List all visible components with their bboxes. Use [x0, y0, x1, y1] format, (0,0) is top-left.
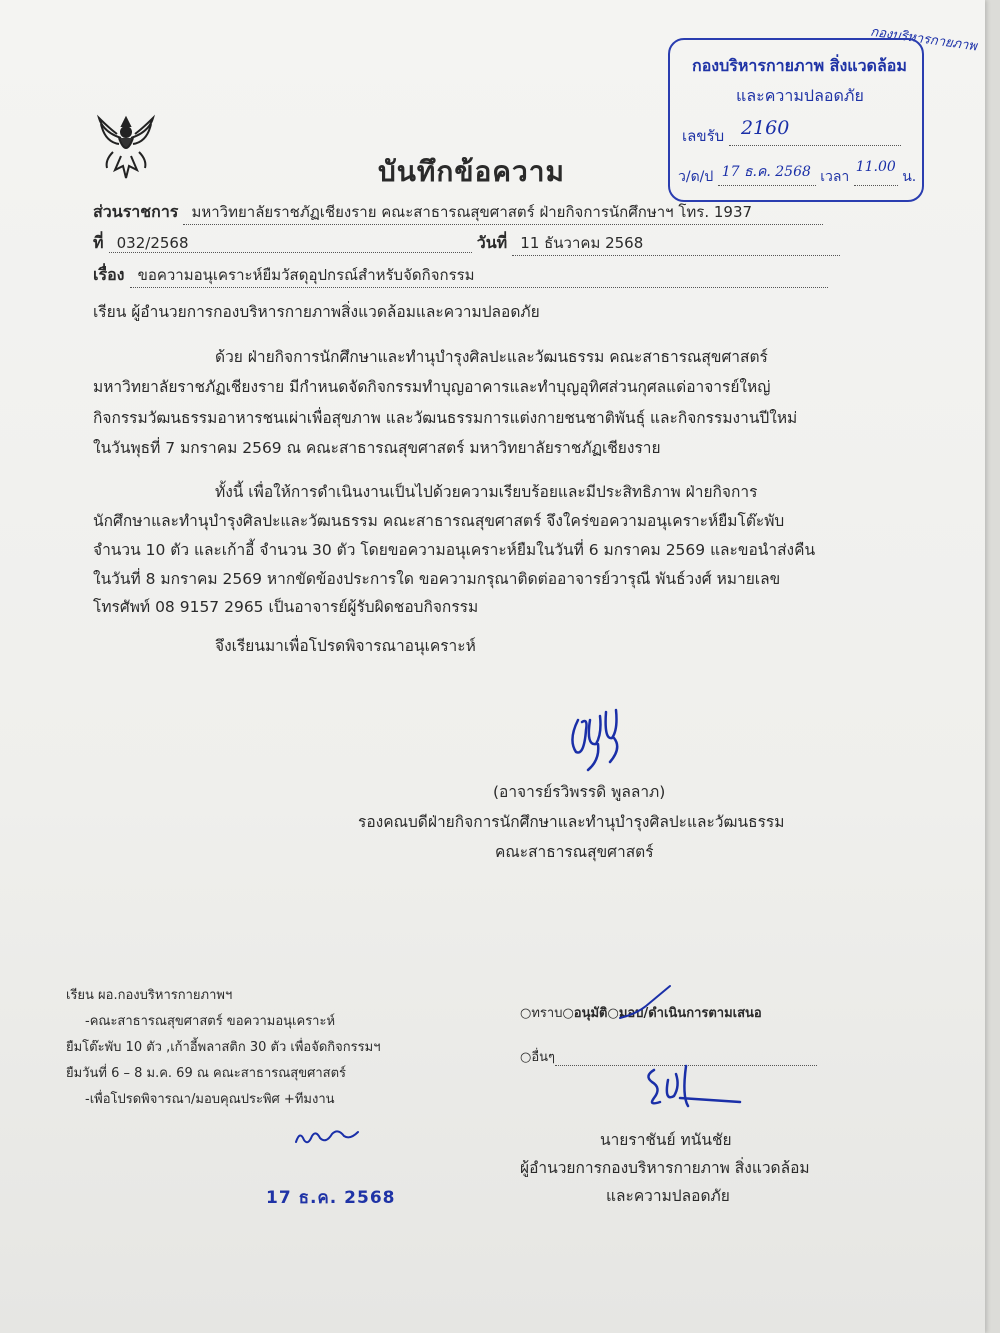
- option-other: อื่นๆ: [531, 1050, 556, 1065]
- subject-label: เรื่อง: [93, 265, 125, 284]
- corner-handwritten-note: กองบริหารกายภาพ: [869, 24, 978, 55]
- subject-value: ขอความอนุเคราะห์ยืมวัสดุอุปกรณ์สำหรับจัดกิจกรรม: [130, 263, 828, 288]
- option-assign: มอบ/ดำเนินการตามเสนอ: [618, 1006, 762, 1021]
- stamp-date-row: [678, 159, 917, 188]
- director-signature-icon: [640, 1062, 750, 1122]
- date-value: 11 ธันวาคม 2568: [512, 231, 840, 256]
- stamp-time-label: เวลา: [820, 169, 850, 185]
- note-initials-icon: [292, 1122, 362, 1150]
- number-label: ที่: [93, 233, 104, 252]
- paragraph2-line: นักศึกษาและทำนุบำรุงศิลปะและวัฒนธรรม คณะสาธารณสุขศาสตร์ จึงใคร่ขอความอนุเคราะห์ยืมโต๊ะพับ: [93, 512, 785, 530]
- stamp-receive-no: 2160: [740, 117, 790, 139]
- option-approve: อนุมัติ: [573, 1006, 608, 1021]
- paragraph2-line: จำนวน 10 ตัว และเก้าอี้ จำนวน 30 ตัว โดยขอความอนุเคราะห์ยืมในวันที่ 6 มกราคม 2569 และขอนำส่งคืน: [93, 541, 816, 559]
- paragraph1-line: มหาวิทยาลัยราชภัฏเชียงราย มีกำหนดจัดกิจกรรมทำบุญอาคารและทำบุญอุทิศส่วนกุศลแด่อาจารย์ใหญ่: [93, 378, 771, 396]
- stamp-line1: กองบริหารกายภาพ สิ่งแวดล้อม: [692, 56, 907, 75]
- subject-row: [93, 263, 828, 288]
- director-position-2: และความปลอดภัย: [606, 1187, 730, 1205]
- dept-value: มหาวิทยาลัยราชภัฏเชียงราย คณะสาธารณสุขศาสตร์ ฝ่ายกิจการนักศึกษาฯ โทร. 1937: [183, 200, 823, 225]
- paragraph1-line: กิจกรรมวัฒนธรรมอาหารชนเผ่าเพื่อสุขภาพ และวัฒนธรรมการแต่งกายชนชาติพันธุ์ และกิจกรรมงานปีใหม่: [93, 409, 798, 427]
- paragraph2-line: โทรศัพท์ 08 9157 2965 เป็นอาจารย์ผู้รับผิดชอบกิจกรรม: [93, 598, 479, 616]
- garuda-emblem-icon: [95, 112, 157, 182]
- signer-faculty: คณะสาธารณสุขศาสตร์: [495, 843, 654, 861]
- approve-checkmark-icon: [616, 984, 674, 1024]
- signer-name: (อาจารย์รวิพรรดิ พูลลาภ): [493, 783, 666, 801]
- stamp-receive-label: เลขรับ: [682, 127, 725, 145]
- salutation: เรียน ผู้อำนวยการกองบริหารกายภาพสิ่งแวดล้อมและความปลอดภัย: [93, 303, 540, 321]
- page-title: บันทึกข้อความ: [378, 155, 565, 188]
- director-name: นายราชันย์ ทนันชัย: [600, 1131, 732, 1149]
- stamp-receive-line: [729, 117, 901, 146]
- note-line: -คณะสาธารณสุขศาสตร์ ขอความอนุเคราะห์: [85, 1014, 336, 1029]
- option-circle-icon: ○: [607, 1006, 619, 1021]
- number-value: 032/2568: [109, 234, 472, 253]
- stamp-date-value: 17 ธ.ค. 2568: [721, 164, 811, 180]
- stamp-time-value: 11.00: [855, 159, 896, 175]
- closing-line: จึงเรียนมาเพื่อโปรดพิจารณาอนุเคราะห์: [215, 637, 476, 655]
- option-circle-icon: ○: [520, 1050, 532, 1065]
- stamp-receive-row: [682, 117, 901, 148]
- option-know: ทราบ: [531, 1006, 563, 1021]
- number-row: [93, 231, 840, 256]
- note-date-stamp: 17 ธ.ค. 2568: [266, 1188, 396, 1208]
- note-line: ยืมโต๊ะพับ 10 ตัว ,เก้าอี้พลาสติก 30 ตัว เพื่อจัดกิจกรรมฯ: [66, 1040, 381, 1055]
- stamp-time-line: [854, 159, 898, 186]
- dept-row: [93, 200, 823, 225]
- dept-label: ส่วนราชการ: [93, 202, 179, 221]
- director-position: ผู้อำนวยการกองบริหารกายภาพ สิ่งแวดล้อม: [520, 1159, 810, 1177]
- stamp-date-line: [718, 164, 816, 186]
- option-circle-icon: ○: [562, 1006, 574, 1021]
- paragraph2-line: ในวันที่ 8 มกราคม 2569 หากขัดข้องประการใด ขอความกรุณาติดต่ออาจารย์วารุณี พันธ์วงศ์ หมายเลข: [93, 570, 781, 588]
- stamp-date-label: ว/ด/ป: [678, 169, 714, 185]
- receipt-stamp: [668, 38, 924, 202]
- option-circle-icon: ○: [520, 1006, 532, 1021]
- note-line: ยืมวันที่ 6 – 8 ม.ค. 69 ณ คณะสาธารณสุขศาสตร์: [66, 1066, 347, 1081]
- stamp-line2: และความปลอดภัย: [736, 86, 864, 105]
- note-line: -เพื่อโปรดพิจารณา/มอบคุณประพิศ +ทีมงาน: [85, 1092, 335, 1107]
- signer-position: รองคณบดีฝ่ายกิจการนักศึกษาและทำนุบำรุงศิลปะและวัฒนธรรม: [358, 813, 785, 831]
- stamp-time-unit: น.: [902, 169, 917, 185]
- note-line: เรียน ผอ.กองบริหารกายภาพฯ: [66, 988, 233, 1003]
- signer-signature-icon: [560, 700, 640, 780]
- date-label: วันที่: [476, 233, 508, 252]
- paragraph1-line: ในวันพุธที่ 7 มกราคม 2569 ณ คณะสาธารณสุขศาสตร์ มหาวิทยาลัยราชภัฏเชียงราย: [93, 439, 661, 457]
- paragraph2-line: ทั้งนี้ เพื่อให้การดำเนินงานเป็นไปด้วยความเรียบร้อยและมีประสิทธิภาพ ฝ่ายกิจการ: [215, 483, 758, 501]
- paragraph1-line: ด้วย ฝ่ายกิจการนักศึกษาและทำนุบำรุงศิลปะและวัฒนธรรม คณะสาธารณสุขศาสตร์: [215, 348, 768, 366]
